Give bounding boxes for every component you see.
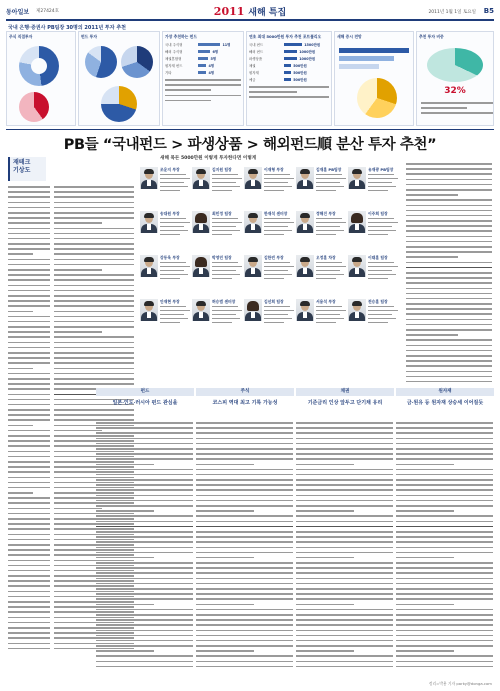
text-line	[212, 186, 240, 187]
text-line	[316, 262, 342, 263]
panel-title: 추천 투자 비중	[419, 34, 444, 39]
text-line	[368, 190, 388, 191]
stocks-pie-hole	[31, 58, 47, 74]
text-line	[264, 322, 284, 323]
text-line	[212, 190, 232, 191]
outlook-bar	[339, 48, 409, 53]
pb-profile-card	[244, 299, 294, 341]
portrait-photo	[192, 255, 210, 277]
panel-title: 펀드 투자	[81, 34, 97, 39]
text-line	[316, 306, 342, 307]
bar	[284, 43, 302, 46]
text-line	[264, 222, 294, 223]
pb-profile-card	[244, 211, 294, 253]
text-line	[316, 274, 344, 275]
pb-profile-card	[140, 255, 190, 297]
portrait-hair	[196, 169, 206, 174]
text-line	[368, 318, 396, 319]
text-line	[316, 266, 346, 267]
text-line	[368, 266, 398, 267]
pb-profile-card	[348, 211, 398, 253]
portrait-photo	[192, 167, 210, 189]
bar-row: 국내 주식형 11명	[165, 43, 231, 47]
text-line	[212, 178, 242, 179]
portrait-shirt	[147, 268, 151, 274]
pb-name: 이주희 팀장	[368, 211, 388, 216]
bar	[284, 71, 291, 74]
pb-portrait-grid	[140, 163, 400, 385]
text-line	[316, 174, 342, 175]
pb-profile-card	[296, 299, 346, 341]
portrait-photo	[348, 299, 366, 321]
pb-profile-card	[192, 255, 242, 297]
headline: PB들 “국내펀드 > 파생상품 > 해외펀드順 분산 투자 추천”	[63, 137, 437, 153]
text-line	[160, 278, 180, 279]
text-line	[160, 234, 180, 235]
masthead	[6, 5, 494, 21]
text-line	[368, 278, 388, 279]
portrait-photo	[244, 167, 262, 189]
text-line	[368, 174, 394, 175]
section-tab: 주식	[196, 388, 294, 396]
section-title	[214, 5, 286, 18]
pb-profile-card	[296, 167, 346, 209]
divider	[6, 129, 494, 130]
portrait-hair	[248, 213, 258, 218]
portrait-hair	[195, 213, 207, 223]
pb-name: 전승훈 팀장	[368, 299, 388, 304]
portrait-photo	[244, 211, 262, 233]
text-line	[264, 218, 290, 219]
text-line	[160, 190, 180, 191]
pb-name: 송대원 부장	[160, 211, 180, 216]
text-line	[368, 234, 388, 235]
section-tab: 원자재	[396, 388, 494, 396]
bottom-article-column	[296, 422, 393, 674]
text-line	[212, 278, 232, 279]
panel-notes	[247, 83, 331, 98]
text-line	[160, 230, 188, 231]
text-line	[368, 270, 392, 271]
text-line	[316, 226, 340, 227]
portrait-hair	[144, 169, 154, 174]
portrait-hair	[196, 301, 206, 306]
text-line	[212, 222, 242, 223]
pb-profile-card	[244, 255, 294, 297]
portrait-shirt	[303, 312, 307, 318]
footer-credit: 정리=박용 기자 parky@donga.com	[428, 681, 492, 686]
text-line	[160, 322, 180, 323]
panel-title: 주식 직접투자	[9, 34, 33, 39]
text-line	[160, 178, 190, 179]
text-line	[212, 174, 238, 175]
page-number: B5	[483, 7, 494, 15]
portrait-photo	[140, 255, 158, 277]
infographic-panel-recommended	[162, 31, 244, 126]
panel-title: 연초 최대 5000만원 투자 추천 포트폴리오	[249, 34, 322, 39]
pb-name: 유재광 PB팀장	[368, 167, 394, 172]
funds-pie-2	[121, 46, 153, 78]
funds-pie	[85, 46, 117, 78]
infographic-panel-outlook	[334, 31, 414, 126]
text-line	[264, 310, 294, 311]
portrait-photo	[244, 299, 262, 321]
pb-name: 박영민 팀장	[212, 255, 232, 260]
text-line	[316, 278, 336, 279]
portrait-shirt	[303, 180, 307, 186]
publication-date: 2011년 1월 1일 토요일	[428, 10, 476, 15]
portrait-hair	[351, 213, 363, 223]
panel-title: 가장 추천하는 펀드	[165, 34, 197, 39]
bar	[198, 71, 206, 74]
text-line	[264, 226, 288, 227]
text-line	[212, 234, 232, 235]
portrait-photo	[296, 211, 314, 233]
text-line	[212, 306, 238, 307]
text-line	[160, 186, 188, 187]
text-line	[368, 306, 394, 307]
portrait-photo	[140, 167, 158, 189]
panel-title: 새해 증시 전망	[337, 34, 362, 39]
pb-name: 조윤지 부장	[160, 167, 180, 172]
text-line	[264, 230, 292, 231]
portrait-hair	[144, 301, 154, 306]
section-headline: 코스피 역대 최고 기록 가능성	[212, 400, 278, 406]
text-line	[212, 218, 238, 219]
text-line	[264, 266, 294, 267]
portrait-hair	[352, 169, 362, 174]
text-line	[160, 274, 188, 275]
text-line	[160, 218, 186, 219]
bar	[198, 43, 220, 46]
text-line	[368, 230, 396, 231]
portrait-hair	[352, 257, 362, 262]
portrait-hair	[300, 301, 310, 306]
text-line	[212, 322, 232, 323]
bar-row: 채권혼합형 5명	[165, 57, 217, 61]
portrait-hair	[248, 257, 258, 262]
portrait-hair	[300, 213, 310, 218]
text-line	[316, 270, 340, 271]
bar	[284, 50, 297, 53]
text-line	[316, 218, 342, 219]
allocation-pie	[427, 48, 483, 82]
text-line	[160, 270, 184, 271]
portrait-shirt	[199, 180, 203, 186]
text-line	[368, 262, 394, 263]
pb-profile-card	[244, 167, 294, 209]
text-line	[264, 182, 288, 183]
text-line	[368, 322, 388, 323]
portrait-shirt	[199, 268, 203, 274]
text-line	[160, 262, 186, 263]
portrait-shirt	[355, 268, 359, 274]
portrait-shirt	[147, 180, 151, 186]
outlook-pie	[357, 78, 397, 118]
portrait-photo	[192, 211, 210, 233]
text-line	[368, 314, 392, 315]
pb-name: 김한빈 부장	[264, 255, 284, 260]
pb-profile-card	[192, 167, 242, 209]
text-line	[160, 314, 184, 315]
portrait-shirt	[251, 224, 255, 230]
portrait-shirt	[199, 224, 203, 230]
pb-name: 이태훈 팀장	[368, 255, 388, 260]
text-line	[212, 310, 242, 311]
text-line	[368, 178, 398, 179]
portfolio-row: 예금 500만원	[249, 78, 307, 82]
pb-profile-card	[348, 299, 398, 341]
text-line	[368, 274, 396, 275]
stocks-pie-2	[19, 92, 49, 122]
text-line	[264, 306, 290, 307]
text-line	[316, 310, 346, 311]
text-line	[212, 274, 240, 275]
section-title-year: 2011	[213, 5, 245, 18]
portrait-photo	[348, 211, 366, 233]
section-tab: 펀드	[96, 388, 194, 396]
portrait-photo	[348, 255, 366, 277]
bar	[284, 78, 291, 81]
text-line	[264, 270, 288, 271]
pb-profile-card	[296, 211, 346, 253]
text-line	[264, 190, 284, 191]
survey-header: 국내 은행·증권사 PB팀장 30명의 2011년 투자 추천	[8, 25, 126, 31]
portrait-shirt	[355, 180, 359, 186]
portrait-shirt	[251, 268, 255, 274]
section-tab: 채권	[296, 388, 394, 396]
portrait-shirt	[251, 180, 255, 186]
pb-name: 허승범 센터장	[212, 299, 236, 304]
text-line	[316, 234, 336, 235]
portrait-photo	[244, 255, 262, 277]
portrait-shirt	[303, 224, 307, 230]
portrait-photo	[296, 299, 314, 321]
pb-name: 최민정 팀장	[212, 211, 232, 216]
portrait-shirt	[147, 312, 151, 318]
funds-pie-3	[101, 86, 137, 122]
portrait-photo	[140, 299, 158, 321]
section-headlines	[96, 398, 494, 418]
bar	[198, 64, 206, 67]
portfolio-row: 국내 펀드 1500만원	[249, 43, 321, 47]
bottom-article-column	[96, 422, 193, 674]
pb-name: 오정훈 차장	[316, 255, 336, 260]
section-headline: 금·원유 등 원자재 상승세 이어질듯	[406, 400, 484, 406]
bar	[284, 64, 291, 67]
section-headline: 기준금리 인상 앞두고 단기채 유리	[307, 400, 383, 406]
text-line	[368, 310, 398, 311]
pb-name: 김선희 팀장	[264, 299, 284, 304]
text-line	[160, 226, 184, 227]
infographic-panel-funds	[78, 31, 160, 126]
portrait-hair	[300, 257, 310, 262]
portrait-shirt	[147, 224, 151, 230]
text-line	[264, 314, 288, 315]
text-line	[212, 270, 236, 271]
pb-name: 정해진 부장	[316, 211, 336, 216]
section-title-text: 새해 특집	[248, 8, 287, 18]
outlook-bar	[339, 56, 394, 61]
pb-profile-card	[348, 167, 398, 209]
pb-name: 김지원 팀장	[212, 167, 232, 172]
outlook-bar	[339, 64, 379, 69]
portrait-shirt	[355, 312, 359, 318]
text-line	[316, 314, 340, 315]
portrait-photo	[192, 299, 210, 321]
text-line	[212, 182, 236, 183]
text-line	[316, 318, 344, 319]
text-line	[368, 182, 392, 183]
text-line	[160, 266, 190, 267]
pb-name: 안재현 부장	[160, 299, 180, 304]
bar-row: 해외 주식형 6명	[165, 50, 219, 54]
portrait-shirt	[355, 224, 359, 230]
text-line	[212, 230, 240, 231]
portrait-shirt	[199, 312, 203, 318]
text-line	[368, 186, 396, 187]
bar	[284, 57, 297, 60]
infographic-band	[6, 31, 494, 126]
bar	[198, 57, 208, 60]
portrait-photo	[140, 211, 158, 233]
text-line	[316, 186, 344, 187]
issue-number: 제27424호	[36, 9, 60, 14]
text-line	[368, 226, 392, 227]
text-line	[160, 310, 190, 311]
pb-name: 김재훈 PB팀장	[316, 167, 342, 172]
text-line	[368, 222, 398, 223]
text-line	[316, 230, 344, 231]
text-line	[212, 226, 236, 227]
portrait-hair	[144, 213, 154, 218]
portrait-photo	[296, 255, 314, 277]
text-line	[212, 318, 240, 319]
portfolio-row: 파생상품 1000만원	[249, 57, 316, 61]
bar-row: 기타 4명	[165, 71, 215, 75]
text-line	[264, 278, 284, 279]
pb-profile-card	[296, 255, 346, 297]
bar	[198, 50, 210, 53]
pb-profile-card	[140, 167, 190, 209]
text-line	[160, 318, 188, 319]
infographic-panel-stocks	[6, 31, 76, 126]
portrait-photo	[348, 167, 366, 189]
text-line	[212, 266, 242, 267]
portrait-hair	[352, 301, 362, 306]
portrait-photo	[296, 167, 314, 189]
portrait-hair	[300, 169, 310, 174]
text-line	[264, 274, 292, 275]
subheadline: 새해 목돈 5000만원 이렇게 투자한다면 이렇게	[160, 156, 257, 161]
pb-name: 서용석 부장	[316, 299, 336, 304]
text-line	[316, 190, 336, 191]
pb-profile-card	[192, 211, 242, 253]
pb-profile-card	[348, 255, 398, 297]
bottom-article-column	[196, 422, 293, 674]
portfolio-row: 채권 500만원	[249, 64, 307, 68]
panel-notes	[421, 102, 494, 118]
pb-name: 이재형 부장	[264, 167, 284, 172]
portrait-hair	[144, 257, 154, 262]
text-line	[316, 178, 346, 179]
text-line	[160, 174, 186, 175]
text-line	[212, 314, 236, 315]
newspaper-logo: 동아일보	[6, 9, 30, 16]
text-line	[160, 306, 186, 307]
pb-name: 한재석 센터장	[264, 211, 288, 216]
text-line	[368, 218, 394, 219]
panel-notes	[163, 76, 243, 101]
portrait-hair	[195, 257, 207, 267]
text-line	[264, 186, 292, 187]
article-column-right	[406, 163, 492, 385]
column-byline: 재테크 기상도	[8, 157, 46, 181]
text-line	[316, 322, 336, 323]
text-line	[160, 222, 190, 223]
text-line	[264, 262, 290, 263]
text-line	[264, 178, 294, 179]
section-tabs	[96, 388, 494, 396]
infographic-panel-allocation	[416, 31, 494, 126]
text-line	[160, 182, 184, 183]
pb-name: 강동욱 부장	[160, 255, 180, 260]
text-line	[316, 182, 340, 183]
text-line	[264, 174, 290, 175]
bar-row: 원자재 펀드 4명	[165, 64, 215, 68]
text-line	[264, 318, 292, 319]
allocation-value: 32%	[444, 86, 466, 96]
text-line	[264, 234, 284, 235]
portrait-hair	[247, 301, 259, 311]
pb-profile-card	[140, 211, 190, 253]
portrait-hair	[248, 169, 258, 174]
infographic-panel-portfolio	[246, 31, 332, 126]
text-line	[212, 262, 238, 263]
section-headline: 일본·인도·러시아 펀드 관심을	[112, 400, 178, 406]
article-column-1	[8, 186, 50, 682]
portrait-shirt	[251, 312, 255, 318]
portfolio-row: 해외 펀드 1000만원	[249, 50, 316, 54]
bottom-article-column	[396, 422, 493, 674]
portfolio-row: 원자재 500만원	[249, 71, 307, 75]
pb-profile-card	[192, 299, 242, 341]
pb-profile-card	[140, 299, 190, 341]
portrait-shirt	[303, 268, 307, 274]
text-line	[316, 222, 346, 223]
